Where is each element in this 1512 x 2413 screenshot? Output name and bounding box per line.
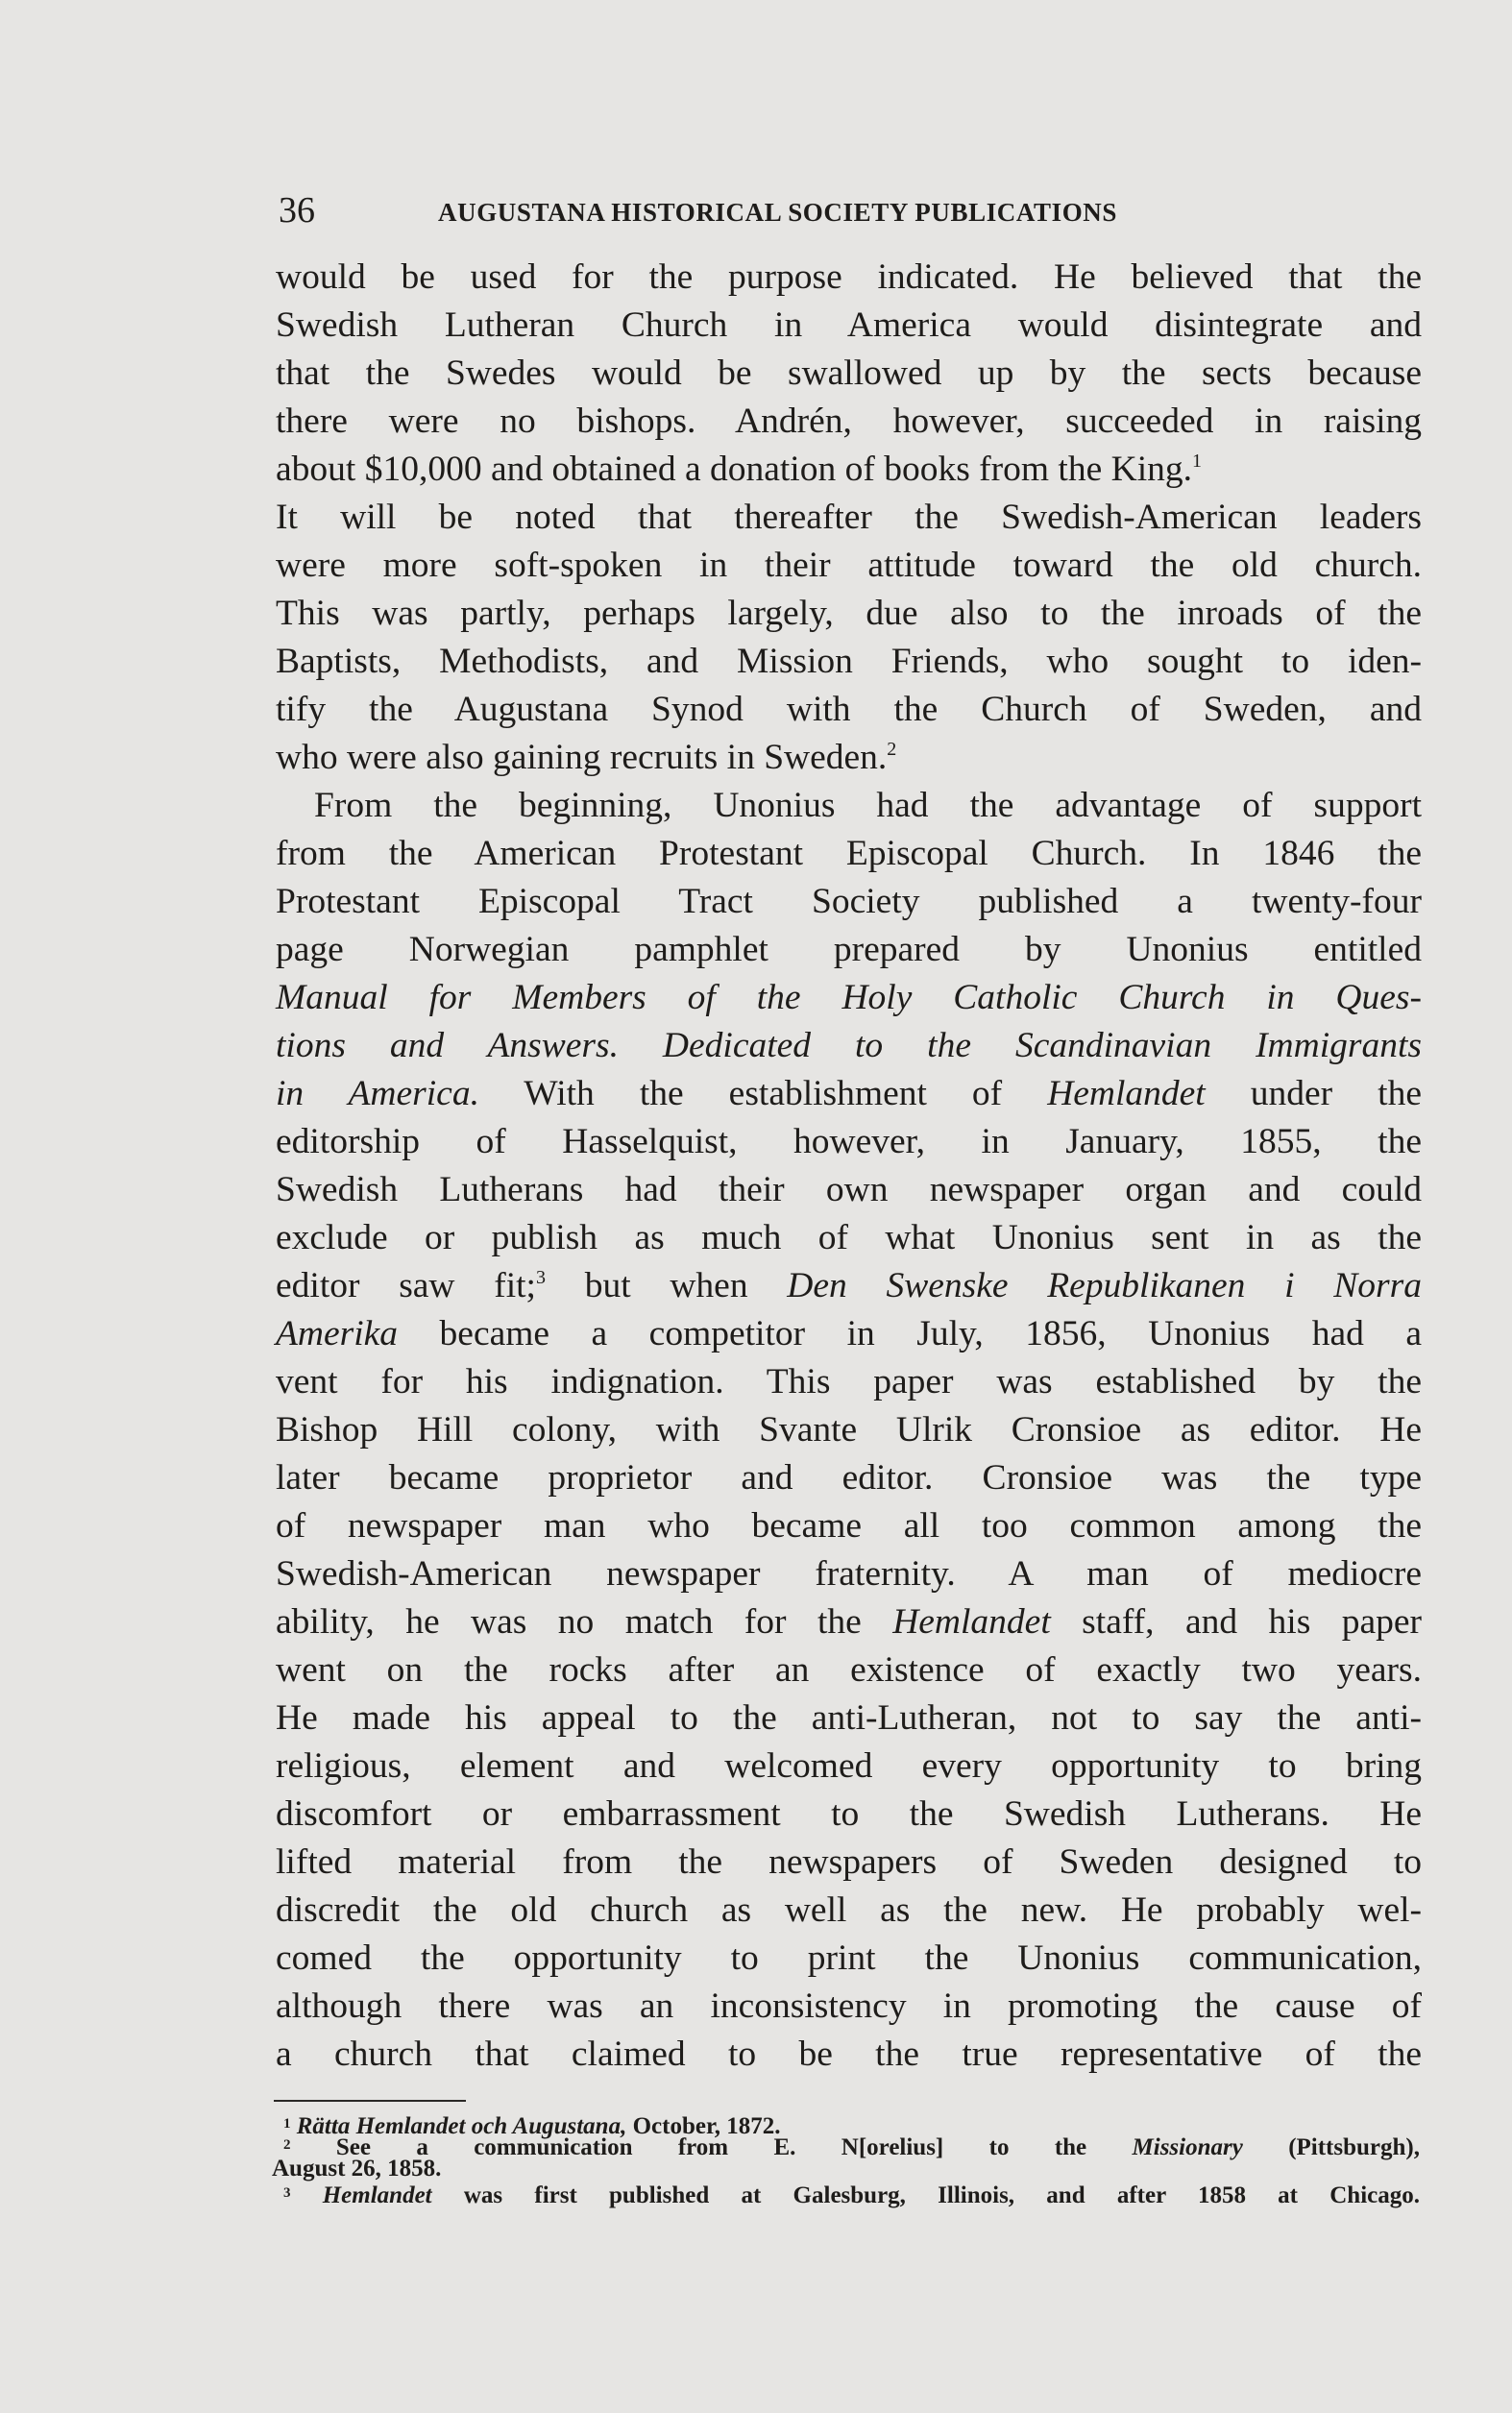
footnote-2-continued: August 26, 1858. xyxy=(272,2156,442,2181)
text-line: from the American Protestant Episcopal Church. In 1846 the xyxy=(276,834,1422,873)
text-line: Bishop Hill colony, with Svante Ulrik Cronsioe as editor. He xyxy=(276,1410,1422,1450)
text-line: tify the Augustana Synod with the Church of Sweden, and xyxy=(276,690,1422,729)
text-line: about $10,000 and obtained a donation of books from the King.$^1$ xyxy=(276,450,1202,489)
page-number: 36 xyxy=(279,190,315,231)
text-line: Swedish-American newspaper fraternity. A man of mediocre xyxy=(276,1554,1422,1594)
text-line: religious, element and welcomed every opportunity to bring xyxy=(276,1746,1422,1786)
text-line: Manual for Members of the Holy Catholic Church in Ques- xyxy=(276,978,1422,1017)
text-line: vent for his indignation. This paper was established by the xyxy=(276,1362,1422,1401)
text-line: It will be noted that thereafter the Swedish-American leaders xyxy=(276,498,1422,537)
text-line: a church that claimed to be the true representative of the xyxy=(276,2035,1422,2074)
footnote-divider xyxy=(274,2100,466,2102)
text-line: Swedish Lutheran Church in America would disintegrate and xyxy=(276,305,1422,345)
text-line: although there was an inconsistency in promoting the cause of xyxy=(276,1986,1422,2026)
footnote-mark: 2 xyxy=(283,2137,291,2153)
text-line: exclude or publish as much of what Unonius sent in as the xyxy=(276,1218,1422,1257)
paragraph-first-line: From the beginning, Unonius had the advantage of support xyxy=(314,786,1422,825)
footnote-mark: 1 xyxy=(283,2116,291,2132)
footnote-mark: 3 xyxy=(283,2185,291,2201)
text-line: went on the rocks after an existence of exactly two years. xyxy=(276,1650,1422,1690)
text-line: in America. With the establishment of Hemlandet under the xyxy=(276,1074,1422,1113)
text-line: lifted material from the newspapers of Sweden designed to xyxy=(276,1842,1422,1882)
footnote-ref: 3 xyxy=(535,1267,546,1288)
footnote-ref: 1 xyxy=(1192,451,1202,472)
text-line: of newspaper man who became all too common among the xyxy=(276,1506,1422,1546)
text-line: editorship of Hasselquist, however, in January, 1855, the xyxy=(276,1122,1422,1161)
text-line: discomfort or embarrassment to the Swedish Lutherans. He xyxy=(276,1794,1422,1834)
footnote-3: $^3$ Hemlandet was first published at Galesburg, Illinois, and after 1858 at Chicago. xyxy=(283,2182,1420,2208)
text-line: ability, he was no match for the Hemlandet staff, and his paper xyxy=(276,1602,1423,1642)
text-line: This was partly, perhaps largely, due also to the inroads of the xyxy=(276,594,1422,633)
text-line: Swedish Lutherans had their own newspaper organ and could xyxy=(276,1170,1422,1209)
page-header xyxy=(279,188,1422,236)
footnote-ref: 2 xyxy=(887,739,897,760)
text-line: tions and Answers. Dedicated to the Scandinavian Immigrants xyxy=(276,1026,1422,1065)
text-line: were more soft-spoken in their attitude toward the old church. xyxy=(276,546,1422,585)
text-line: He made his appeal to the anti-Lutheran, not to say the anti- xyxy=(276,1698,1422,1738)
text-line: comed the opportunity to print the Unonius communication, xyxy=(276,1938,1422,1978)
footnote-2: $^2$ See a communication from E. N[orelius] to the Missionary (Pittsburgh), xyxy=(283,2134,1420,2160)
text-line: that the Swedes would be swallowed up by the sects because xyxy=(276,353,1422,393)
text-line: later became proprietor and editor. Cronsioe was the type xyxy=(276,1458,1422,1498)
text-line: would be used for the purpose indicated. He believed that the xyxy=(276,257,1422,297)
text-line: who were also gaining recruits in Sweden.$^2$ xyxy=(276,738,897,777)
footnote-1: $^1$ Rätta Hemlandet och Augustana, October, 1872. xyxy=(283,2113,781,2139)
text-line: Baptists, Methodists, and Mission Friends, who sought to iden- xyxy=(276,642,1422,681)
text-line: Amerika became a competitor in July, 1856, Unonius had a xyxy=(276,1314,1422,1353)
text-line: page Norwegian pamphlet prepared by Unonius entitled xyxy=(276,930,1422,969)
text-line: discredit the old church as well as the new. He probably wel- xyxy=(276,1890,1422,1930)
text-line: editor saw fit;$^3$ but when Den Swenske Republikanen i Norra xyxy=(276,1266,1422,1305)
text-line: there were no bishops. Andrén, however, succeeded in raising xyxy=(276,402,1422,441)
running-head: AUGUSTANA HISTORICAL SOCIETY PUBLICATIONS xyxy=(438,198,1118,227)
text-line: Protestant Episcopal Tract Society published a twenty-four xyxy=(276,882,1422,921)
